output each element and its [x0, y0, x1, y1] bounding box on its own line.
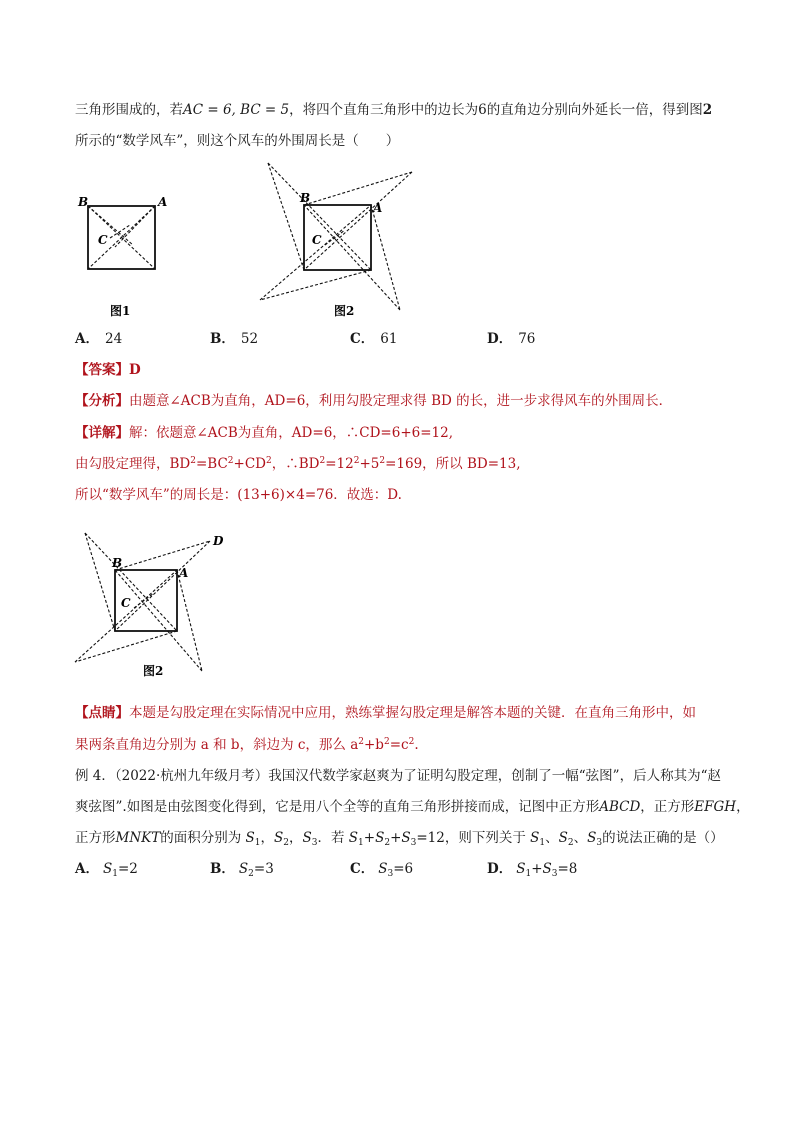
fig3-label-b: B	[112, 556, 123, 570]
fig3-label-d: D	[213, 534, 224, 548]
comment-line-2: 果两条直角边分别为 a 和 b，斜边为 c，那么 $a^2+b^2=c^2$.	[75, 737, 419, 753]
analysis-line: 【分析】由题意∠ACB为直角，AD=6，利用勾股定理求得 BD 的长，进一步求得风车的外围周长．	[75, 393, 673, 409]
fig3-dash-8	[75, 570, 177, 662]
example4-line-1: 例 4．（2022·杭州九年级月考）我国汉代数学家赵爽为了证明勾股定理，创制了一幅“弦图”，后人称其为“赵	[75, 768, 721, 784]
fig3-dash-5	[177, 570, 202, 671]
fig3-caption: 图2	[143, 664, 164, 678]
fig3-dash-7	[75, 631, 177, 662]
option-d[interactable]: D． 76	[487, 331, 536, 347]
figure-3	[70, 525, 240, 685]
fig1-dash-4	[115, 206, 155, 247]
fig3-dash-1	[85, 533, 115, 631]
option2-b[interactable]: B． $S_2=3$	[210, 861, 274, 879]
option-a[interactable]: A． 24	[75, 331, 123, 347]
figure-2	[255, 160, 425, 320]
fig3-dash-2	[85, 533, 177, 631]
problem-intro-line-1: 三角形围成的，若AC = 6, BC = 5，将四个直角三角形中的边长为6的直角边分别向外延长一倍，得到图2	[75, 102, 713, 118]
detail-line-1: 【详解】解：依题意∠ACB为直角，AD=6，∴CD=6+6=12,	[75, 425, 454, 441]
fig2-dash-1	[268, 163, 304, 270]
given-condition: AC = 6, BC = 5	[183, 102, 290, 118]
detail-line-3: 所以“数学风车”的周长是：(13+6)×4=76．故选：D.	[75, 487, 402, 503]
detail-line-2: 由勾股定理得，$BD^2=BC^2+CD^2$，$\therefore BD^2=12^2+5^2=169$，所以 BD=13,	[75, 456, 521, 472]
fig2-dash-8	[260, 205, 371, 300]
example4-line-3: 正方形MNKT的面积分别为 $S_1$，$S_2$，$S_3$．若 $S_1+S_2+S_3=12$，则下列关于 $S_1$、$S_2$、$S_3$的说法正确的是（）	[75, 830, 724, 848]
fig1-dash-3	[88, 206, 133, 245]
option2-c[interactable]: C． $S_3=6$	[350, 861, 414, 879]
figure-1	[75, 190, 185, 330]
fig2-label-b: B	[300, 191, 311, 205]
example4-line-2: 爽弦图”.如图是由弦图变化得到，它是用八个全等的直角三角形拼接而成，记图中正方形ABCD，正方形EFGH，	[75, 799, 750, 815]
fig2-dash-3	[304, 172, 412, 205]
fig2-dash-4	[304, 172, 412, 270]
option2-a[interactable]: A． $S_1=2$	[75, 861, 138, 879]
answer-line: 【答案】D	[75, 362, 141, 378]
fig2-dash-7	[260, 270, 371, 300]
problem-intro-line-2: 所示的“数学风车”，则这个风车的外围周长是（ ）	[75, 133, 400, 149]
fig2-caption: 图2	[334, 304, 355, 318]
fig1-caption: 图1	[110, 304, 131, 318]
fig3-dash-3	[115, 541, 210, 570]
fig2-label-c: C	[312, 233, 322, 247]
fig1-label-c: C	[98, 233, 108, 247]
option-c[interactable]: C． 61	[350, 331, 398, 347]
comment-line-1: 【点睛】本题是勾股定理在实际情况中应用，熟练掌握勾股定理是解答本题的关键．在直角三角形中，如	[75, 705, 696, 721]
fig2-dash-2	[268, 163, 371, 270]
option2-d[interactable]: D． $S_1+S_3=8$	[487, 861, 578, 879]
fig3-label-a: A	[179, 566, 189, 580]
fig1-label-a: A	[158, 195, 168, 209]
fig3-label-c: C	[121, 596, 131, 610]
fig1-label-b: B	[78, 195, 89, 209]
option-b[interactable]: B． 52	[210, 331, 259, 347]
fig2-label-a: A	[373, 201, 383, 215]
